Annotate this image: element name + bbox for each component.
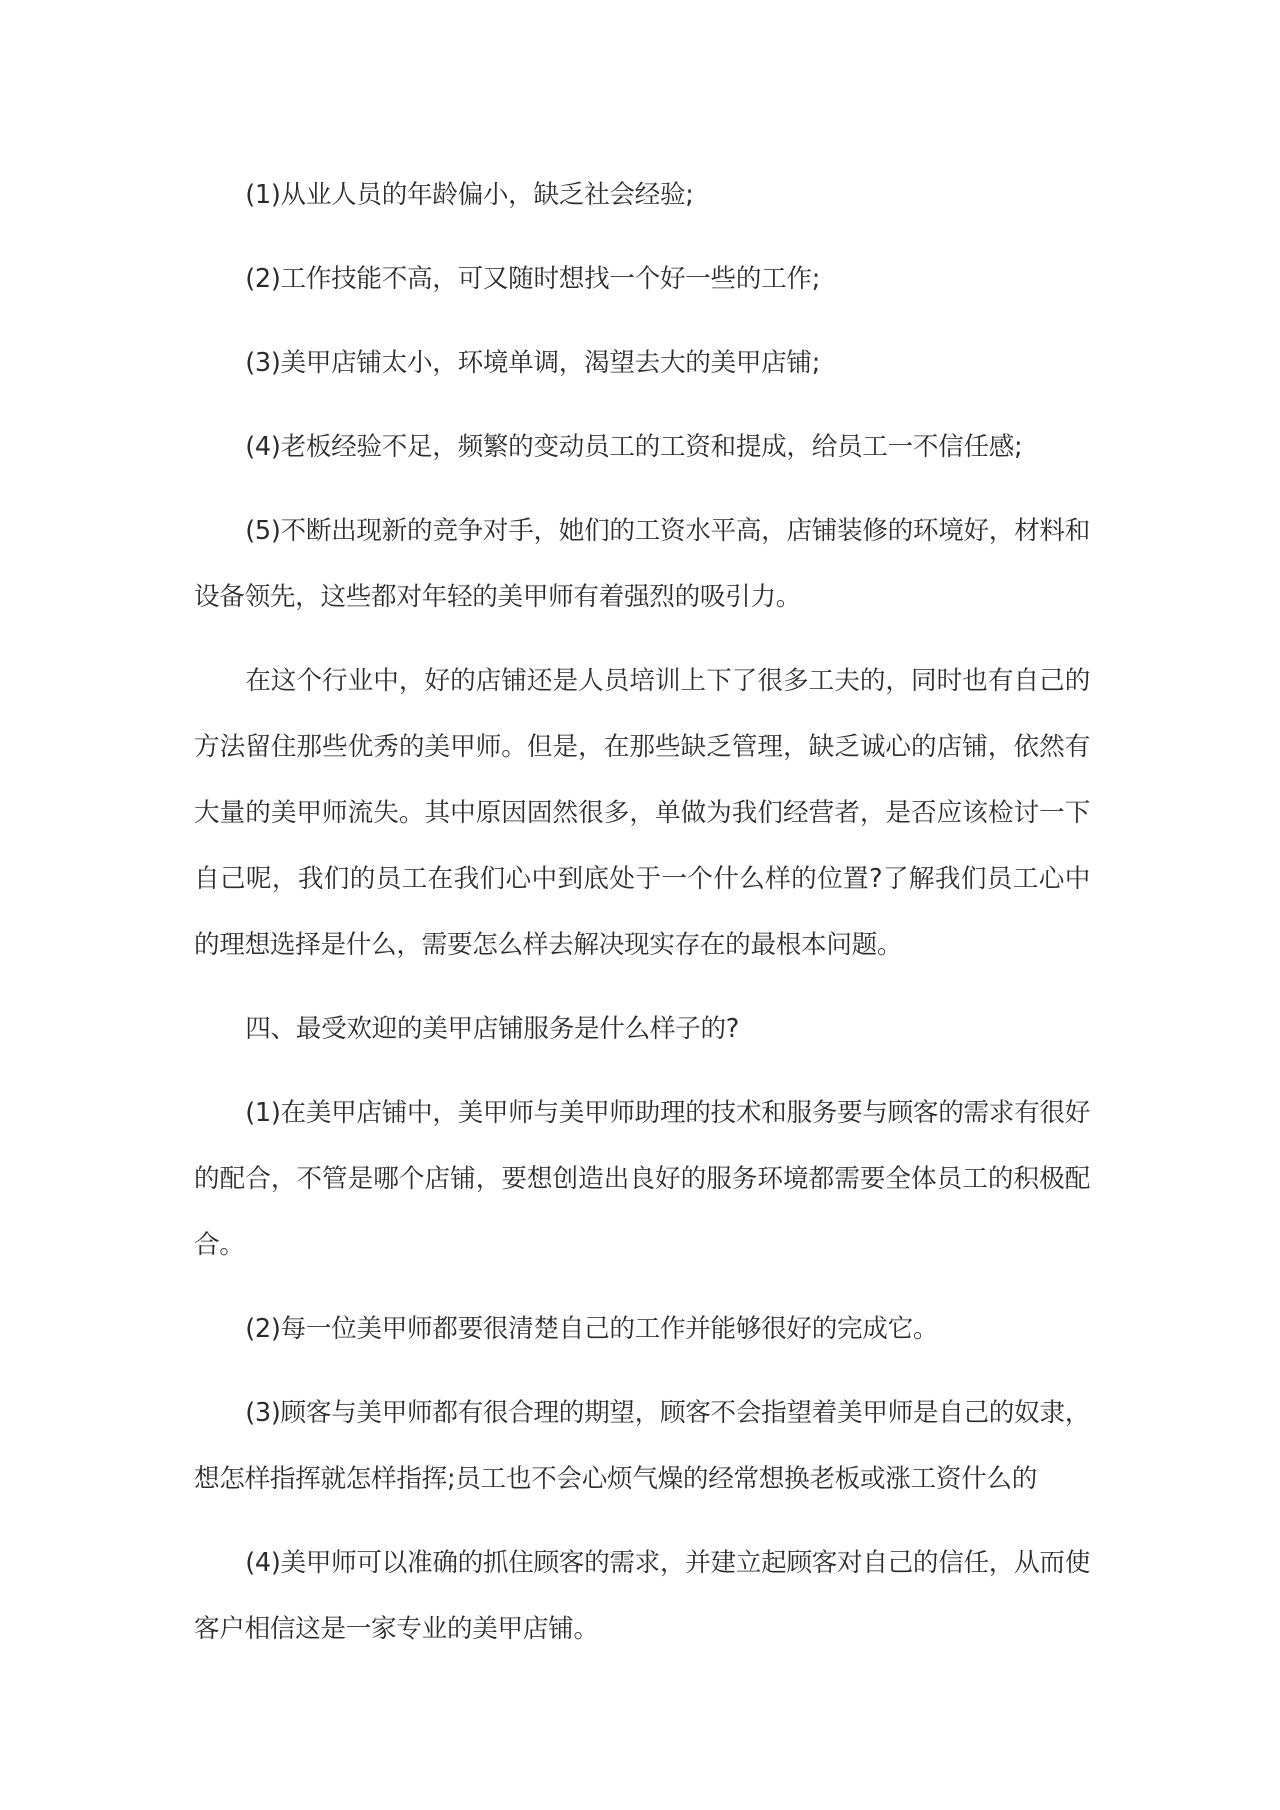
document-body: [194, 162, 1090, 1680]
list-item-small-store: (3)美甲店铺太小，环境单调，渴望去大的美甲店铺;: [245, 348, 821, 378]
list-item-clear-duties: (2)每一位美甲师都要很清楚自己的工作并能够很好的完成它。: [245, 1314, 939, 1344]
list-item-inexperienced-boss: (4)老板经验不足，频繁的变动员工的工资和提成，给员工一不信任感;: [245, 432, 1023, 462]
list-item-cooperation: (1)在美甲店铺中，美甲师与美甲师助理的技术和服务要与顾客的需求有很好的配合，不管是哪个店铺，要想创造出良好的服务环境都需要全体员工的积极配合。: [194, 1098, 1090, 1260]
list-item-low-skills: (2)工作技能不高，可又随时想找一个好一些的工作;: [245, 264, 821, 294]
list-item-reasonable-expectations: (3)顾客与美甲师都有很合理的期望，顾客不会指望着美甲师是自己的奴隶，想怎样指挥就怎样指挥;员工也不会心烦气燥的经常想换老板或涨工资什么的: [194, 1398, 1090, 1494]
section-heading-popular-service: 四、最受欢迎的美甲店铺服务是什么样子的?: [245, 1014, 740, 1044]
list-item-competitors: (5)不断出现新的竞争对手，她们的工资水平高，店铺装修的环境好，材料和设备领先，这些都对年轻的美甲师有着强烈的吸引力。: [194, 516, 1090, 612]
body-paragraph-industry: 在这个行业中，好的店铺还是人员培训上下了很多工夫的，同时也有自己的方法留住那些优秀的美甲师。但是，在那些缺乏管理，缺乏诚心的店铺，依然有大量的美甲师流失。其中原因固然很多，单做为我们经营者，是否应该检讨一下自己呢，我们的员工在我们心中到底处于一个什么样的位置?了解我们员工心中的理想选择是什么，需要怎么样去解决现实存在的最根本问题。: [194, 666, 1090, 960]
list-item-young-staff: (1)从业人员的年龄偏小，缺乏社会经验;: [245, 180, 694, 210]
list-item-customer-trust: (4)美甲师可以准确的抓住顾客的需求，并建立起顾客对自己的信任，从而使客户相信这是一家专业的美甲店铺。: [194, 1548, 1090, 1644]
